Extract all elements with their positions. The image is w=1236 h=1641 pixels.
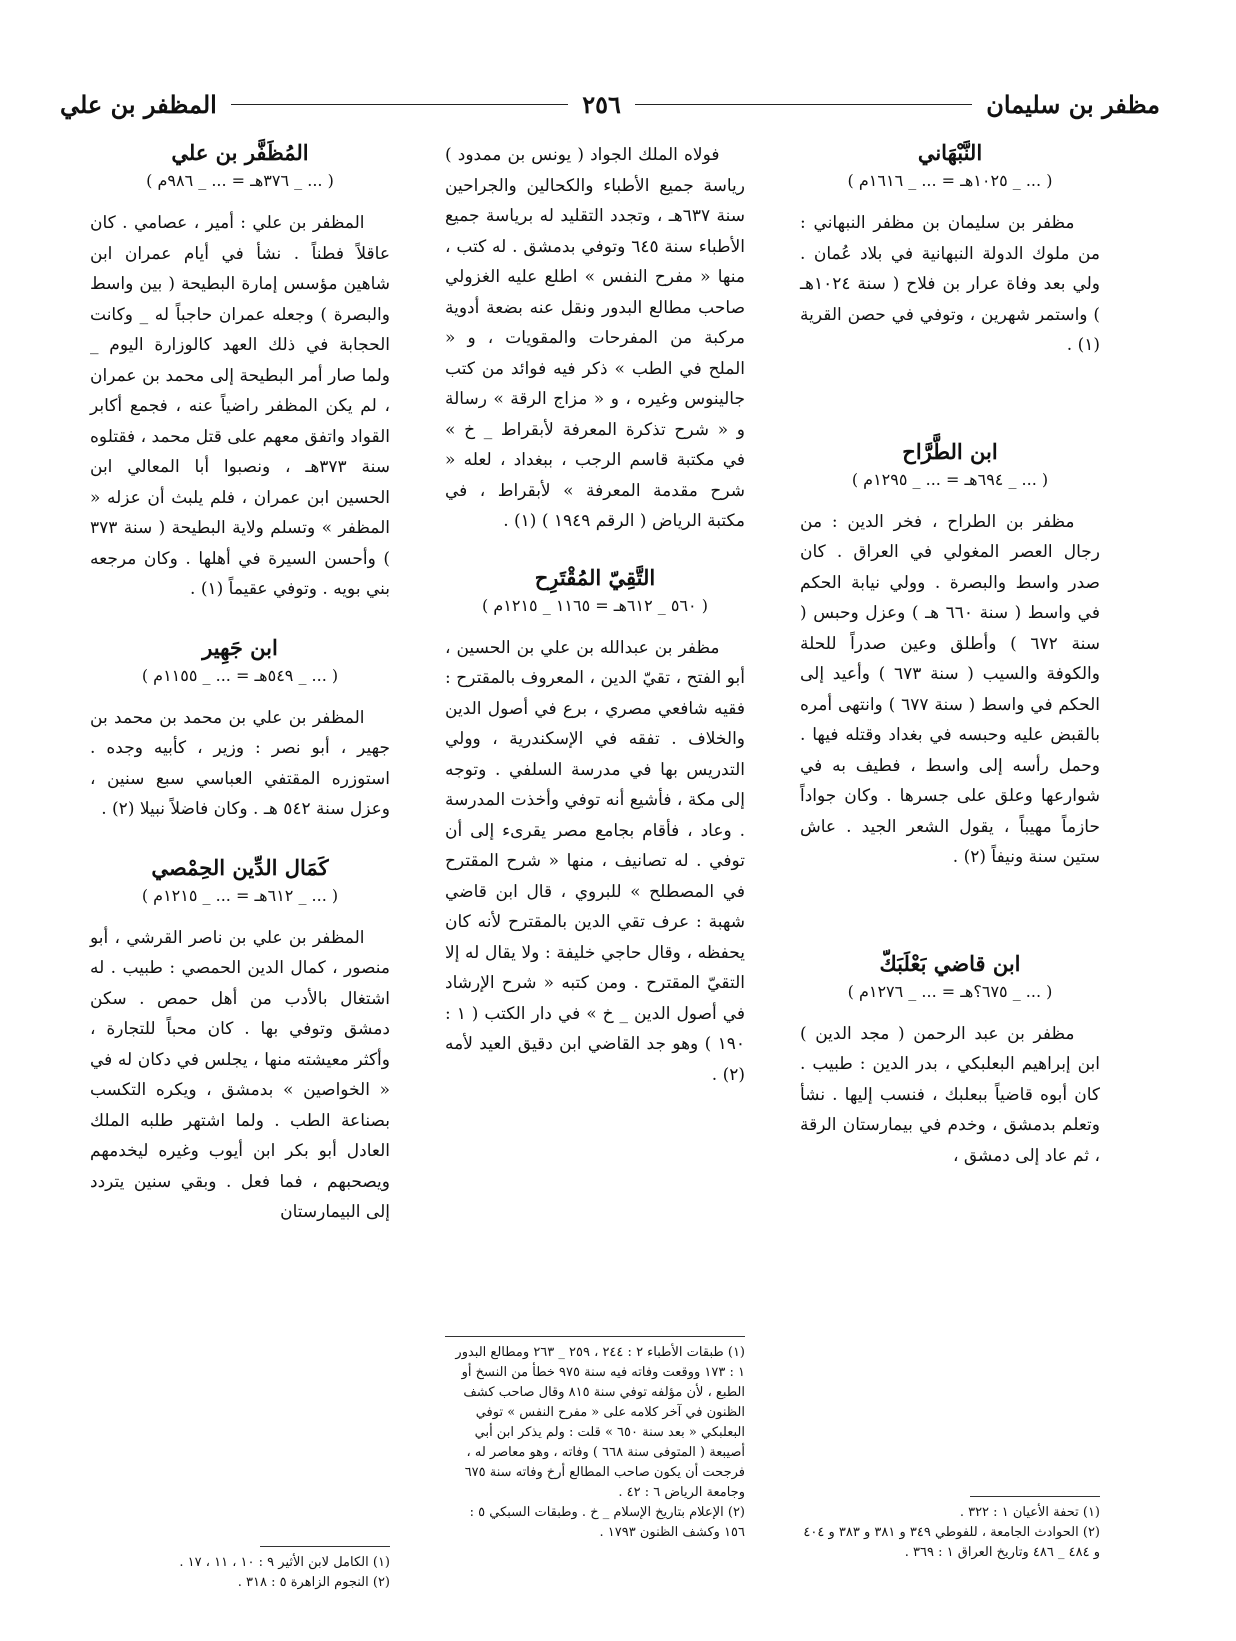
header-left-title: المظفر بن علي xyxy=(59,89,217,119)
entry-text: مظفر بن سليمان بن مظفر النبهاني : من ملوك الدولة النبهانية في بلاد عُمان . ولي بعد وفاة عرار بن فلاح ( سنة ١٠٢٤هـ ) واستمر شهرين ، وتوفي في حصن القرية (١) . xyxy=(800,213,1100,355)
footnote: (١) الكامل لابن الأثير ٩ : ١٠ ، ١١ ، ١٧ . xyxy=(179,1555,390,1570)
entry-dates: ( ... _ ١٠٢٥هـ = ... _ ١٦١٦م ) xyxy=(847,171,1053,190)
header-right-title: مظفر بن سليمان xyxy=(986,89,1160,119)
footnote: (٢) الإعلام بتاريخ الإسلام _ خ . وطبقات السبكي ٥ : ١٥٦ وكشف الظنون ١٧٩٣ . xyxy=(469,1505,745,1540)
footnote: (١) تحفة الأعيان ١ : ٣٢٢ . xyxy=(959,1505,1100,1520)
entry-text: المظفر بن علي : أمير ، عصامي . كان عاقلاً فطناً . نشأ في أيام عمران ابن شاهين مؤسس إمارة البطيحة ( بين واسط والبصرة ) وجعله عمران حاجباً له _ وكانت الحجابة في ذلك العهد كالوزارة اليوم _ ولما صار أمر البطيحة إلى محمد بن عمران ، لم يكن المظفر راضياً عنه ، فجمع أكابر القواد واتفق معهم على قتل محمد ، فقتلوه سنة ٣٧٣هـ ، ونصبوا أبا المعالي ابن الحسين ابن عمران ، فلم يلبث أن عزله « المظفر » وتسلم ولاية البطيحة ( سنة ٣٧٣ ) وأحسن السيرة في أهلها . وكان مرجعه بني بويه . وتوفي عقيماً (١) . xyxy=(90,213,390,599)
header-rule xyxy=(231,104,568,105)
column-right xyxy=(800,140,1100,1179)
entry-title: ابن جَهِير xyxy=(202,634,278,660)
entry-text: مظفر بن عبد الرحمن ( مجد الدين ) ابن إبراهيم البعلبكي ، بدر الدين : طبيب . كان أبوه قاضياً ببعلبك ، فنسب إليها . نشأ وتعلم بدمشق ، وخدم في بيمارستان الرقة ، ثم عاد إلى دمشق ، xyxy=(800,1023,1100,1166)
entry-dates: ( ... _ ٦٧٥؟هـ = ... _ ١٢٧٦م ) xyxy=(847,981,1053,1001)
entry-text: المظفر بن علي بن محمد بن محمد بن جهير ، أبو نصر : وزير ، كأبيه وجده . استوزره المقتفي العباسي سبع سنين ، وعزل سنة ٥٤٢ هـ . وكان فاضلاً نبيلا (٢) . xyxy=(90,707,390,819)
footnotes-middle xyxy=(445,1320,745,1543)
entry-title: المُظَفَّر بن علي xyxy=(171,140,309,165)
entry-text: مظفر بن الطراح ، فخر الدين : من رجال العصر المغولي في العراق . كان صدر واسط والبصرة . وولي نيابة الحكم في واسط ( سنة ٦٦٠ هـ ) وعزل وحبس ( سنة ٦٧٢ ) وأطلق وعين صدراً للحلة والكوفة والسيب ( سنة ٦٧٣ ) وأعيد إلى الحكم في واسط ( سنة ٦٧٧ ) وانتهى أمره بالقبض عليه وحبسه في بغداد وقتله فيها . وحمل رأسه إلى واسط ، فطيف به في شوارعها وعلق على جسرها . وكان جواداً حازماً مهيباً ، يقول الشعر الجيد . عاش ستين سنة ونيفاً (٢) . xyxy=(800,511,1100,867)
footnote-rule xyxy=(445,1336,745,1337)
page-number: ٢٥٦ xyxy=(582,89,621,119)
entry-text: مظفر بن عبدالله بن علي بن الحسين ، أبو الفتح ، تقيّ الدين ، المعروف بالمقترح : فقيه شافعي مصري ، برع في أصول الدين والخلاف . تفقه في الإسكندرية ، وولي التدريس بها في مدرسة السلفي . وتوجه إلى مكة ، فأشيع أنه توفي وأخذت المدرسة . وعاد ، فأقام بجامع مصر يقرىء إلى أن توفي . له تصانيف ، منها « شرح المقترح في المصطلح » للبروي ، قال ابن قاضي شهبة : عرف تقي الدين بالمقترح لأنه كان يحفظه ، وقال حاجي خليفة : ولا يقال له إلا التقيّ المقترح . ومن كتبه « شرح الإرشاد في أصول الدين _ خ » في دار الكتب ( ١ : ١٩٠ ) وهو جد القاضي ابن دقيق العيد لأمه (٢) . xyxy=(445,637,745,1085)
entry-title: النَّبْهَاني xyxy=(917,140,983,165)
footnote: (١) طبقات الأطباء ٢ : ٢٤٤ ، ٢٥٩ _ ٢٦٣ ومطالع البدور ١ : ١٧٣ ووقعت وفاته فيه سنة ٩٧٥ خطأ من النسخ أو الطبع ، لأن مؤلفه توفي سنة ٨١٥ وقال صاحب كشف الظنون في آخر كلامه على « مفرح النفس » توفي البعلبكي « بعد سنة ٦٥٠ » قلت : ولم يذكر ابن أبي أصيبعة ( المتوفى سنة ٦٦٨ ) وفاته ، وهو معاصر له ، فرجحت أن يكون صاحب المطالع أرخ وفاته سنة ٦٧٥ وجامعة الرياض ٦ : ٤٢ . xyxy=(455,1345,745,1500)
footnote: (٢) النجوم الزاهرة ٥ : ٣١٨ . xyxy=(237,1575,390,1590)
footnotes-left xyxy=(90,1530,390,1593)
running-header xyxy=(60,84,1160,124)
entry-title: ابن قاضي بَعْلَبَكّ xyxy=(879,950,1021,976)
entry-text: فولاه الملك الجواد ( يونس بن ممدود ) رياسة جميع الأطباء والكحالين والجراحين سنة ٦٣٧هـ ، وتجدد التقليد له برياسة جميع الأطباء سنة ٦٤٥ وتوفي بدمشق . له كتب ، منها « مفرح النفس » اطلع عليه الغزولي صاحب مطالع البدور ونقل عنه بضعة أدوية مركبة من المفرحات والمقويات ، و « الملح في الطب » ذكر فيه فوائد من كتب جالينوس وغيره ، و « مزاج الرقة » رسالة و « شرح تذكرة المعرفة لأبقراط _ خ » في مكتبة قاسم الرجب ، ببغداد ، لعله « شرح مقدمة المعرفة » لأبقراط ، في مكتبة الرياض ( الرقم ١٩٤٩ ) (١) . xyxy=(445,145,745,531)
footnote-rule xyxy=(970,1496,1100,1497)
entry-dates: ( ... _ ٦١٢هـ = ... _ ١٢١٥م ) xyxy=(141,885,339,905)
header-rule xyxy=(635,104,972,105)
entry-text: المظفر بن علي بن ناصر القرشي ، أبو منصور ، كمال الدين الحمصي : طبيب . له اشتغال بالأدب من أهل حمص . سكن دمشق وتوفي بها . كان محباً للتجارة ، وأكثر معيشته منها ، يجلس في دكان له في « الخواصين » بدمشق ، ويكره التكسب بصناعة الطب . ولما اشتهر طلبه الملك العادل أبو بكر ابن أيوب وغيره ليخدمهم ويصحبهم ، فما فعل . وبقي سنين يتردد إلى البيمارستان xyxy=(90,927,390,1222)
column-middle xyxy=(445,140,745,1098)
entry-dates: ( ... _ ٦٩٤هـ = ... _ ١٢٩٥م ) xyxy=(851,469,1049,489)
entry-title: التَّقِيّ المُقْتَرِح xyxy=(534,564,656,590)
footnotes-right xyxy=(800,1480,1100,1563)
entry-title: كَمَال الدِّين الحِمْصي xyxy=(151,854,329,880)
entry-title: ابن الطَّرَّاح xyxy=(902,438,998,464)
column-left xyxy=(90,140,390,1236)
entry-dates: ( ... _ ٥٤٩هـ = ... _ ١١٥٥م ) xyxy=(141,665,339,685)
entry-dates: ( ٥٦٠ _ ٦١٢هـ = ١١٦٥ _ ١٢١٥م ) xyxy=(482,595,708,615)
footnote: (٢) الحوادث الجامعة ، للفوطي ٣٤٩ و ٣٨١ و ٣٨٣ و ٤٠٤ و ٤٨٤ _ ٤٨٦ وتاريخ العراق ١ : ٣٦٩ . xyxy=(803,1525,1100,1560)
footnote-rule xyxy=(260,1546,390,1547)
entry-dates: ( ... _ ٣٧٦هـ = ... _ ٩٨٦م ) xyxy=(146,171,334,190)
